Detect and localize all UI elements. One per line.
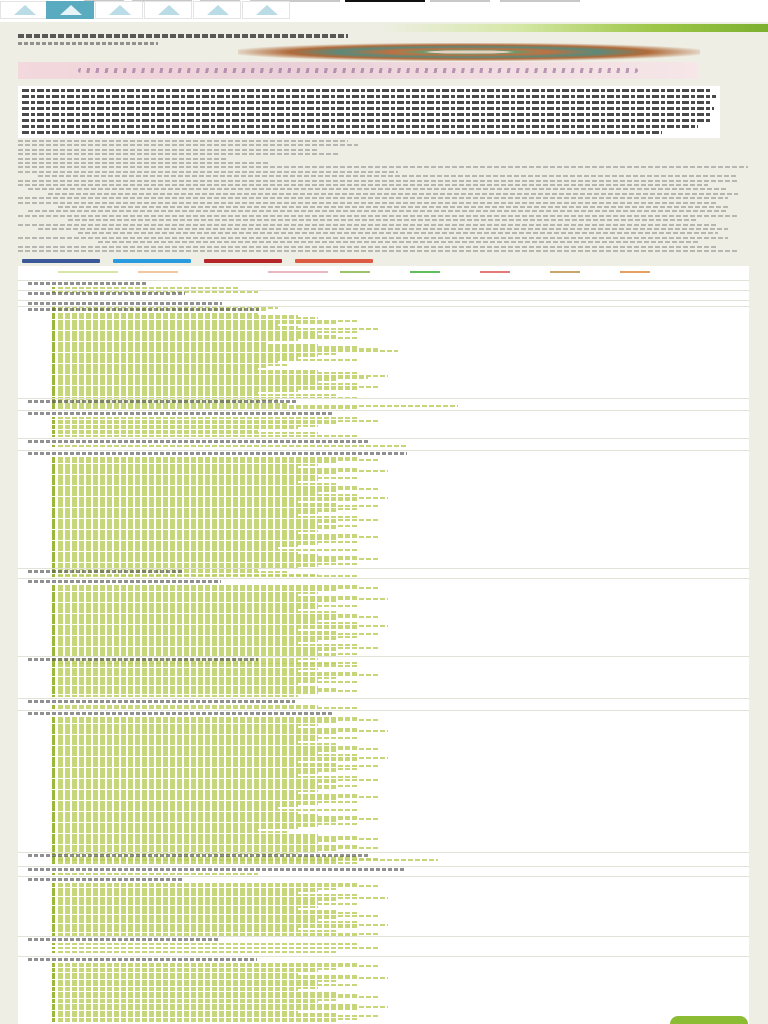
mandala-banner: [238, 43, 700, 61]
list-item[interactable]: [58, 862, 358, 864]
list-item[interactable]: [58, 287, 238, 289]
description-box: [18, 86, 720, 138]
text-line: [28, 188, 728, 190]
text-line: [48, 193, 738, 195]
text-line: [18, 166, 748, 168]
tag-chip[interactable]: [410, 271, 440, 273]
list-bullet: [52, 947, 55, 949]
section-divider: [18, 578, 749, 579]
list-bullet: [52, 951, 55, 953]
tag-chip[interactable]: [480, 271, 510, 273]
tag-chip[interactable]: [268, 271, 328, 273]
text-line: [18, 153, 338, 155]
triangle-icon: [14, 5, 36, 15]
list-bullet: [52, 435, 55, 437]
main-content-panel: [18, 266, 749, 1024]
section-heading: [28, 580, 221, 583]
section-divider: [18, 450, 749, 451]
text-line: [28, 210, 728, 212]
tag-chip[interactable]: [550, 271, 580, 273]
text-line: [18, 246, 718, 248]
list-bullet: [52, 862, 55, 864]
list-item[interactable]: [58, 707, 358, 709]
nav-tab-5[interactable]: [193, 1, 241, 19]
page-subtitle: [18, 42, 158, 45]
section-divider: [18, 438, 749, 439]
text-line: [18, 250, 738, 252]
list-bullet: [52, 407, 55, 409]
section-heading: [28, 570, 184, 573]
section-divider: [18, 710, 749, 711]
section-divider: [18, 852, 749, 853]
text-line: [68, 219, 698, 221]
pinterest-share-button[interactable]: [204, 259, 282, 263]
section-heading: [28, 868, 406, 871]
list-bullet: [52, 873, 55, 875]
list-bullet: [52, 695, 55, 697]
list-bullet: [52, 445, 55, 447]
list-item[interactable]: [58, 951, 338, 953]
section-heading: [28, 302, 222, 305]
section-heading: [28, 452, 407, 455]
text-line: [18, 140, 348, 142]
section-heading: [28, 412, 333, 415]
section-divider: [18, 398, 749, 399]
list-item[interactable]: [58, 695, 298, 697]
text-line: [18, 158, 228, 160]
text-line: [18, 197, 728, 199]
top-navigation: [0, 0, 768, 22]
section-divider: [18, 956, 749, 957]
section-heading: [28, 292, 185, 295]
text-line: [18, 144, 358, 146]
list-item[interactable]: [58, 873, 258, 875]
section-heading: [28, 658, 258, 661]
banner-decoration: [78, 68, 638, 73]
list-item[interactable]: [58, 1020, 338, 1022]
twitter-share-button[interactable]: [113, 259, 191, 263]
triangle-icon: [60, 5, 82, 15]
list-bullet: [52, 859, 55, 861]
section-heading: [28, 282, 148, 285]
section-heading: [28, 308, 259, 311]
list-item[interactable]: [58, 445, 408, 447]
section-divider: [18, 656, 749, 657]
section-divider: [18, 698, 749, 699]
list-bullet: [52, 943, 55, 945]
tag-chip[interactable]: [58, 271, 118, 273]
section-divider: [18, 280, 749, 281]
text-line: [18, 184, 708, 186]
nav-tab-6[interactable]: [242, 1, 290, 19]
text-line: [38, 228, 728, 230]
text-line: [98, 241, 698, 243]
list-item[interactable]: [58, 407, 358, 409]
text-line: [18, 224, 718, 226]
green-corner-accent: [670, 1016, 748, 1024]
section-heading: [28, 700, 295, 703]
section-divider: [18, 876, 749, 877]
triangle-icon: [158, 5, 180, 15]
section-divider: [18, 866, 749, 867]
nav-tab-3[interactable]: [95, 1, 143, 19]
green-accent-stripe: [380, 24, 768, 32]
section-heading: [28, 878, 183, 881]
description-secondary: [18, 140, 758, 256]
nav-tab-4[interactable]: [144, 1, 192, 19]
section-divider: [18, 410, 749, 411]
text-line: [18, 180, 738, 182]
list-item[interactable]: [58, 435, 358, 437]
text-line: [18, 215, 738, 217]
nav-tab-1[interactable]: [0, 1, 48, 19]
list-item[interactable]: [58, 947, 378, 949]
text-line: [18, 162, 268, 164]
text-line: [18, 237, 728, 239]
tag-chip[interactable]: [620, 271, 650, 273]
section-heading: [28, 400, 296, 403]
section-divider: [18, 568, 749, 569]
text-line: [18, 149, 318, 151]
text-line: [18, 202, 718, 204]
nav-tab-2[interactable]: [46, 1, 94, 19]
list-item[interactable]: [58, 859, 438, 861]
googleplus-share-button[interactable]: [295, 259, 373, 263]
section-divider: [18, 936, 749, 937]
section-divider: [18, 290, 749, 291]
list-item[interactable]: [58, 575, 358, 577]
text-line: [78, 232, 718, 234]
text-line: [58, 206, 728, 208]
triangle-icon: [256, 5, 278, 15]
text-line: [38, 175, 738, 177]
triangle-icon: [109, 5, 131, 15]
list-bullet: [52, 1020, 55, 1022]
section-divider: [18, 300, 749, 301]
section-heading: [28, 854, 369, 857]
pink-banner: [18, 62, 698, 79]
list-bullet: [52, 287, 55, 289]
list-bullet: [52, 707, 55, 709]
section-heading: [28, 958, 257, 961]
section-heading: [28, 440, 370, 443]
list-item[interactable]: [58, 943, 358, 945]
list-bullet: [52, 575, 55, 577]
section-divider: [18, 306, 749, 307]
section-heading: [28, 712, 332, 715]
facebook-share-button[interactable]: [22, 259, 100, 263]
triangle-icon: [207, 5, 229, 15]
text-line: [18, 171, 398, 173]
tag-chip[interactable]: [340, 271, 370, 273]
tag-chip[interactable]: [138, 271, 178, 273]
page-title: [18, 34, 348, 38]
section-heading: [28, 938, 220, 941]
